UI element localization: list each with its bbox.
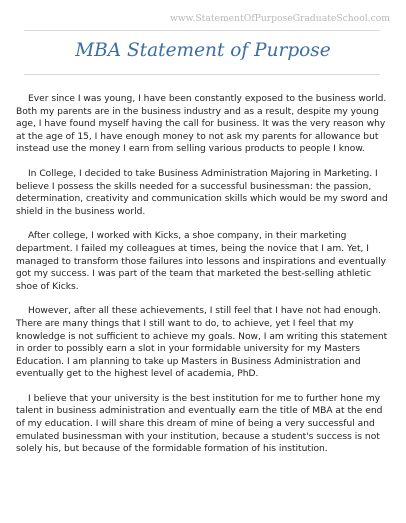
paragraph-1: Ever since I was young, I have been constantly exposed to the business world. Both my parents are in the business industry and as a result, despite my young age, I have found myself having the call for business. It was the very reason why at the age of 15, I have enough money to not ask my parents for allowance but instead use the money I earn from selling various products to people I know. xyxy=(16,94,387,155)
paragraph-2: In College, I decided to take Business Administration Majoring in Marketing. I believe I possess the skills needed for a successful businessman: the passion, determination, creativity and communication skills which would be my sword and shield in the business world. xyxy=(16,168,388,217)
site-url-watermark: www.StatementOfPurposeGraduateSchool.com xyxy=(169,13,390,24)
paragraph-3: After college, I worked with Kicks, a shoe company, in their marketing department. I failed my colleagues at times, being the novice that I am. Yet, I managed to transform those failures into lessons and inspirations and eventually got my success. I was part of the team that marketed the best-selling athletic shoe of Kicks. xyxy=(16,231,386,292)
document-title: MBA Statement of Purpose xyxy=(75,40,331,61)
title-divider-top xyxy=(24,30,380,31)
paragraph-5: I believe that your university is the best institution for me to further hone my talent in business administration and eventually earn the title of MBA at the end of my education. I will share this dream of mine of being a very successful and emulated businessman with your institution, because a student's success is not solely his, but because of the formidable formation of his institution. xyxy=(16,393,383,455)
title-divider-bottom xyxy=(24,74,380,75)
paragraph-4: However, after all these achievements, I still feel that I have not had enough. There are many things that I still want to do, to achieve, yet I feel that my knowledge is not sufficient to achieve my goals. Now, I am writing this statement in order to possibly earn a slot in your formidable university for my Masters Education. I am planning to take up Masters in Business Administration and eventually get to the highest level of academia, PhD. xyxy=(16,306,388,380)
document-body xyxy=(16,93,392,468)
